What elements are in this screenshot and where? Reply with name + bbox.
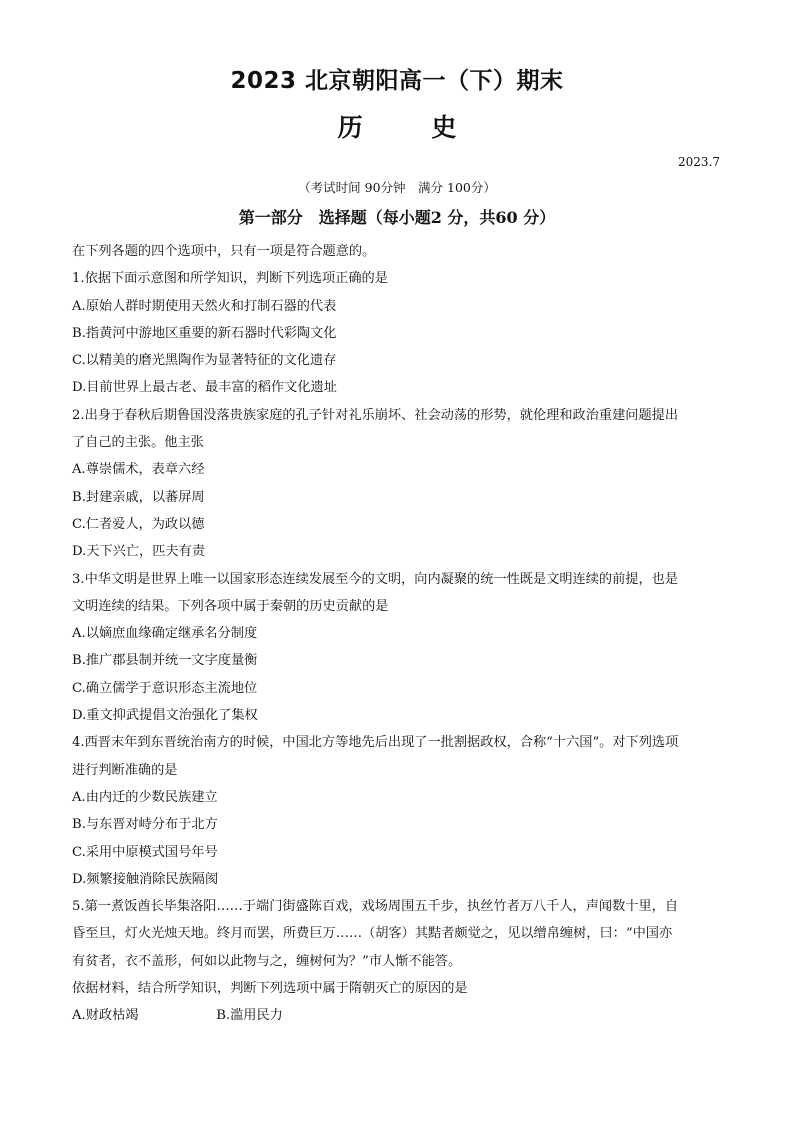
- question-2-stem-line-1: 2.出身于春秋后期鲁国没落贵族家庭的孔子针对礼乐崩坏、社会动荡的形势，就伦理和政治重建问题提出: [72, 407, 679, 423]
- question-2-option-c: C.仁者爱人，为政以德: [72, 516, 205, 532]
- question-4-option-d: D.频繁接触消除民族隔阂: [72, 871, 219, 887]
- question-1-option-b: B.指黄河中游地区重要的新石器时代彩陶文化: [72, 325, 337, 341]
- question-5-option-a: A.财政枯竭: [72, 1008, 139, 1024]
- subject-heading: 历 史: [337, 113, 487, 142]
- instruction-text: 在下列各题的四个选项中，只有一项是符合题意的。: [72, 244, 376, 259]
- section-heading: 第一部分 选择题（每小题2 分，共60 分）: [238, 208, 556, 227]
- question-4-option-c: C.采用中原模式国号年号: [72, 844, 218, 860]
- question-4-stem-line-2: 进行判断准确的是: [72, 762, 178, 778]
- question-5-stem-line-1: 5.第一煮饭酋长毕集洛阳……于端门街盛陈百戏，戏场周围五千步，执丝竹者万八千人，声闻数十里，自: [72, 899, 679, 915]
- question-3-stem-line-2: 文明连续的结果。下列各项中属于秦朝的历史贡献的是: [72, 598, 389, 614]
- question-5-stem-line-3: 有贫者，衣不盖形，何如以此物与之，缠树何为？”市人惭不能答。: [72, 953, 462, 969]
- question-3-option-c: C.确立儒学于意识形态主流地位: [72, 680, 258, 696]
- question-4-stem-line-1: 4.西晋末年到东晋统治南方的时候，中国北方等地先后出现了一批割据政权，合称“十六国”。对下列选项: [72, 735, 679, 751]
- question-2-option-a: A.尊崇儒术，表章六经: [72, 462, 205, 478]
- question-5-stem-line-4: 依据材料，结合所学知识，判断下列选项中属于隋朝灭亡的原因的是: [72, 981, 468, 997]
- question-1-stem: 1.依据下面示意图和所学知识，判断下列选项正确的是: [72, 271, 388, 287]
- question-5-options-row: [72, 1002, 722, 1029]
- question-2-option-d: D.天下兴亡，匹夫有责: [72, 544, 205, 560]
- question-2-option-b: B.封建亲戚，以蕃屏周: [72, 489, 205, 505]
- question-1-option-c: C.以精美的磨光黑陶作为显著特征的文化遗存: [72, 353, 337, 369]
- question-2-stem-line-2: 了自己的主张。他主张: [72, 435, 204, 451]
- page-title: 2023 北京朝阳高一（下）期末: [230, 68, 564, 94]
- question-1-option-d: D.目前世界上最古老、最丰富的稻作文化遗址: [72, 380, 337, 396]
- question-3-stem-line-1: 3.中华文明是世界上唯一以国家形态连续发展至今的文明，向内凝聚的统一性既是文明连续的前提，也是: [72, 571, 679, 587]
- question-5-stem-line-2: 昏至旦，灯火光烛天地。终月而罢，所费巨万……（胡客）其黠者颇觉之，见以缯帛缠树，曰：“中国亦: [72, 926, 673, 942]
- question-4-option-b: B.与东晋对峙分布于北方: [72, 817, 218, 833]
- question-1-option-a: A.原始人群时期使用天然火和打制石器的代表: [72, 298, 337, 314]
- exam-date: 2023.7: [678, 155, 720, 169]
- question-4-option-a: A.由内迁的少数民族建立: [72, 789, 218, 805]
- question-body: [72, 238, 722, 1030]
- question-5-option-b: B.滥用民力: [216, 1008, 283, 1024]
- question-3-option-d: D.重文抑武提倡文治强化了集权: [72, 708, 258, 724]
- exam-time-note: （考试时间 90分钟 满分 100分）: [298, 180, 496, 195]
- question-3-option-a: A.以嫡庶血缘确定继承名分制度: [72, 626, 258, 642]
- question-3-option-b: B.推广郡县制并统一文字度量衡: [72, 653, 258, 669]
